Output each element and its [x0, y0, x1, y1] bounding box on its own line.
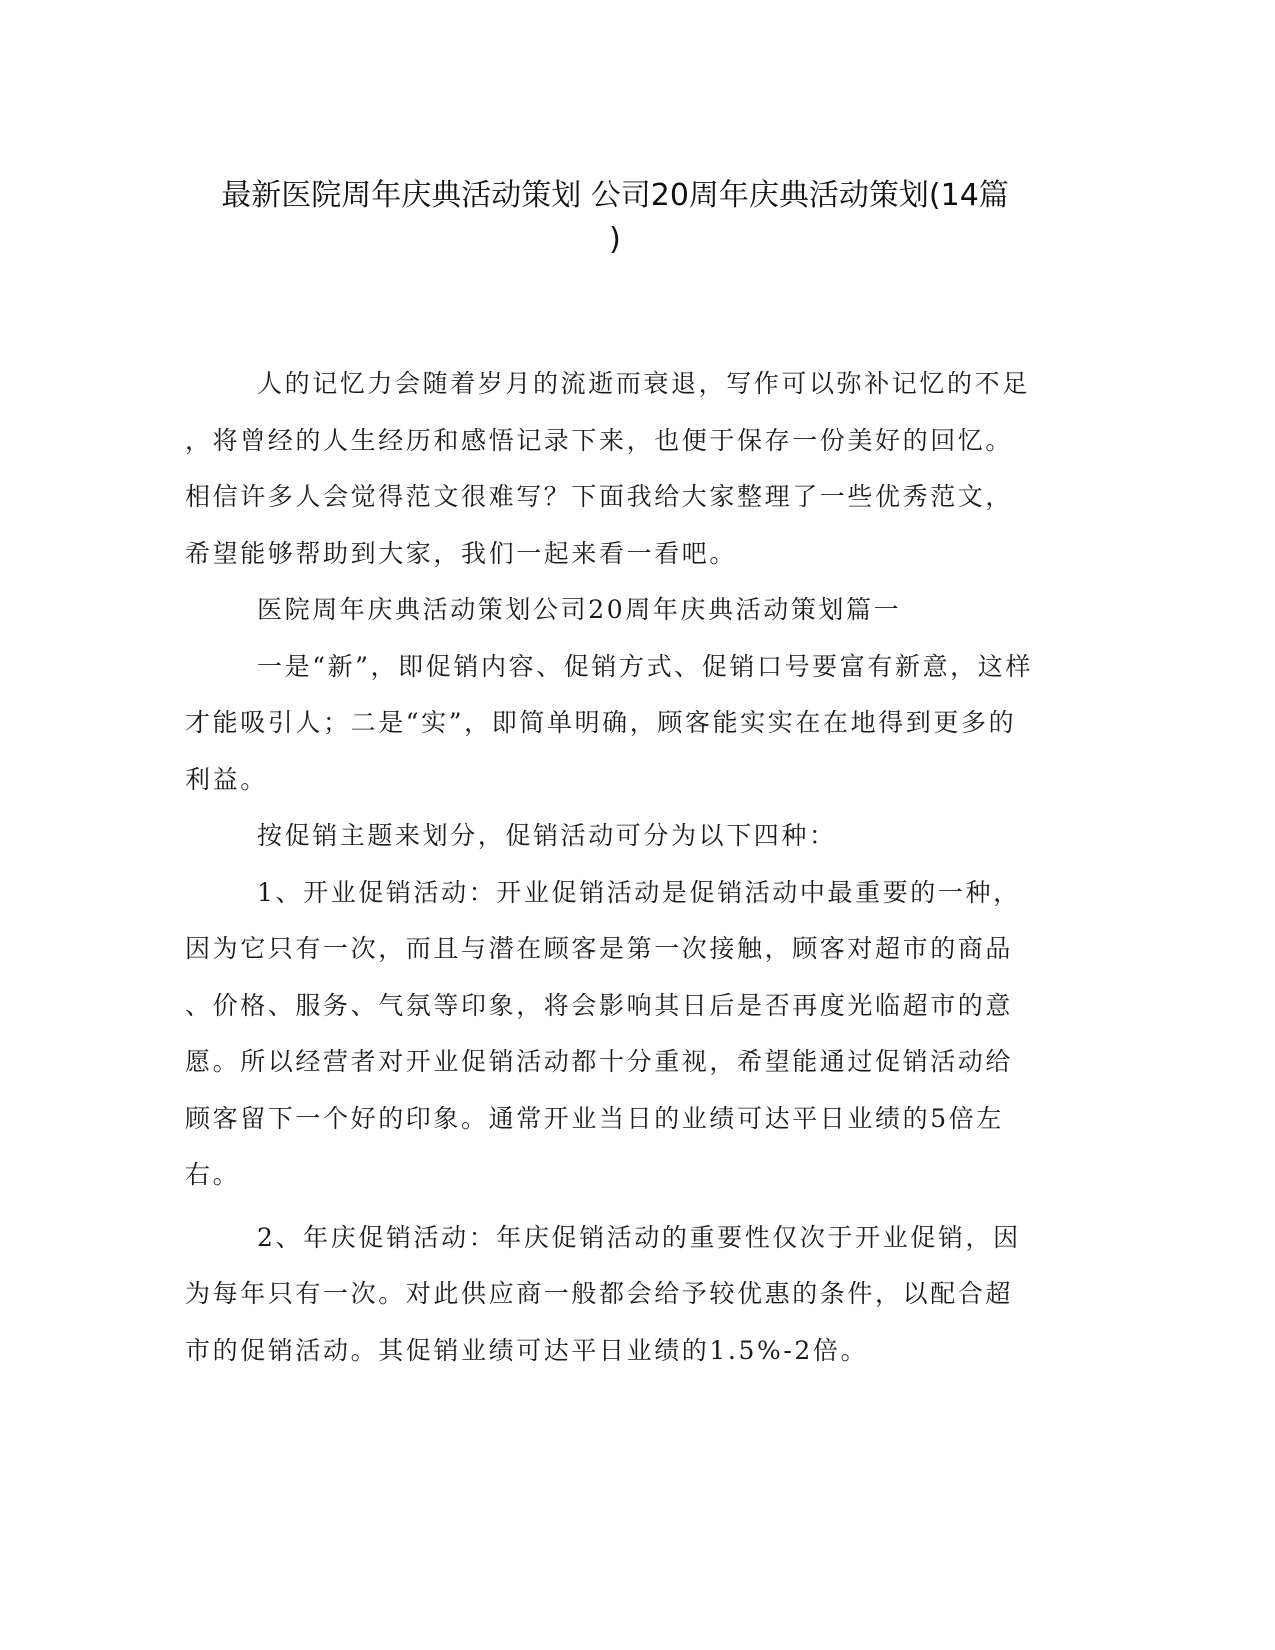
section-heading — [185, 582, 1045, 639]
text-line: 2、年庆促销活动：年庆促销活动的重要性仅次于开业促销，因 — [257, 1222, 1021, 1252]
paragraph-anniversary-promotion — [185, 1210, 1045, 1380]
text-line: 顾客留下一个好的印象。通常开业当日的业绩可达平日业绩的5倍左 — [185, 1103, 1004, 1133]
text-line: 市的促销活动。其促销业绩可达平日业绩的1.5%-2倍。 — [185, 1335, 869, 1365]
text-line: ，将曾经的人生经历和感悟记录下来，也便于保存一份美好的回忆。 — [185, 425, 1014, 455]
document-body — [185, 356, 1045, 1379]
text-line: 按促销主题来划分，促销活动可分为以下四种： — [257, 821, 837, 850]
document-title — [185, 174, 1045, 262]
paragraph-categories — [185, 808, 1045, 865]
paragraph-new-real — [185, 639, 1045, 809]
text-line: 医院周年庆典活动策划公司20周年庆典活动策划篇一 — [257, 595, 902, 624]
text-line: 一是“新”，即促销内容、促销方式、促销口号要富有新意，这样 — [257, 651, 1033, 681]
title-line-2: ) — [609, 222, 621, 257]
paragraph-opening-promotion — [185, 865, 1045, 1204]
text-line: 才能吸引人；二是“实”，即简单明确，顾客能实实在在地得到更多的 — [185, 708, 1017, 737]
text-line: 希望能够帮助到大家，我们一起来看一看吧。 — [185, 538, 738, 568]
text-line: 1、开业促销活动：开业促销活动是促销活动中最重要的一种， — [257, 877, 1021, 907]
text-line: 、价格、服务、气氛等印象，将会影响其日后是否再度光临超市的意 — [185, 990, 1014, 1020]
text-line: 人的记忆力会随着岁月的流逝而衰退，写作可以弥补记忆的不足 — [257, 369, 1030, 398]
title-line-1: 最新医院周年庆典活动策划 公司20周年庆典活动策划(14篇 — [221, 178, 1009, 213]
paragraph-intro — [185, 356, 1045, 582]
text-line: 为每年只有一次。对此供应商一般都会给予较优惠的条件，以配合超 — [185, 1279, 1014, 1308]
text-line: 利益。 — [185, 764, 268, 794]
text-line: 愿。所以经营者对开业促销活动都十分重视，希望能通过促销活动给 — [185, 1047, 1014, 1076]
text-line: 因为它只有一次，而且与潜在顾客是第一次接触，顾客对超市的商品 — [185, 934, 1014, 963]
text-line: 右。 — [185, 1160, 241, 1189]
text-line: 相信许多人会觉得范文很难写？下面我给大家整理了一些优秀范文， — [185, 482, 1014, 511]
